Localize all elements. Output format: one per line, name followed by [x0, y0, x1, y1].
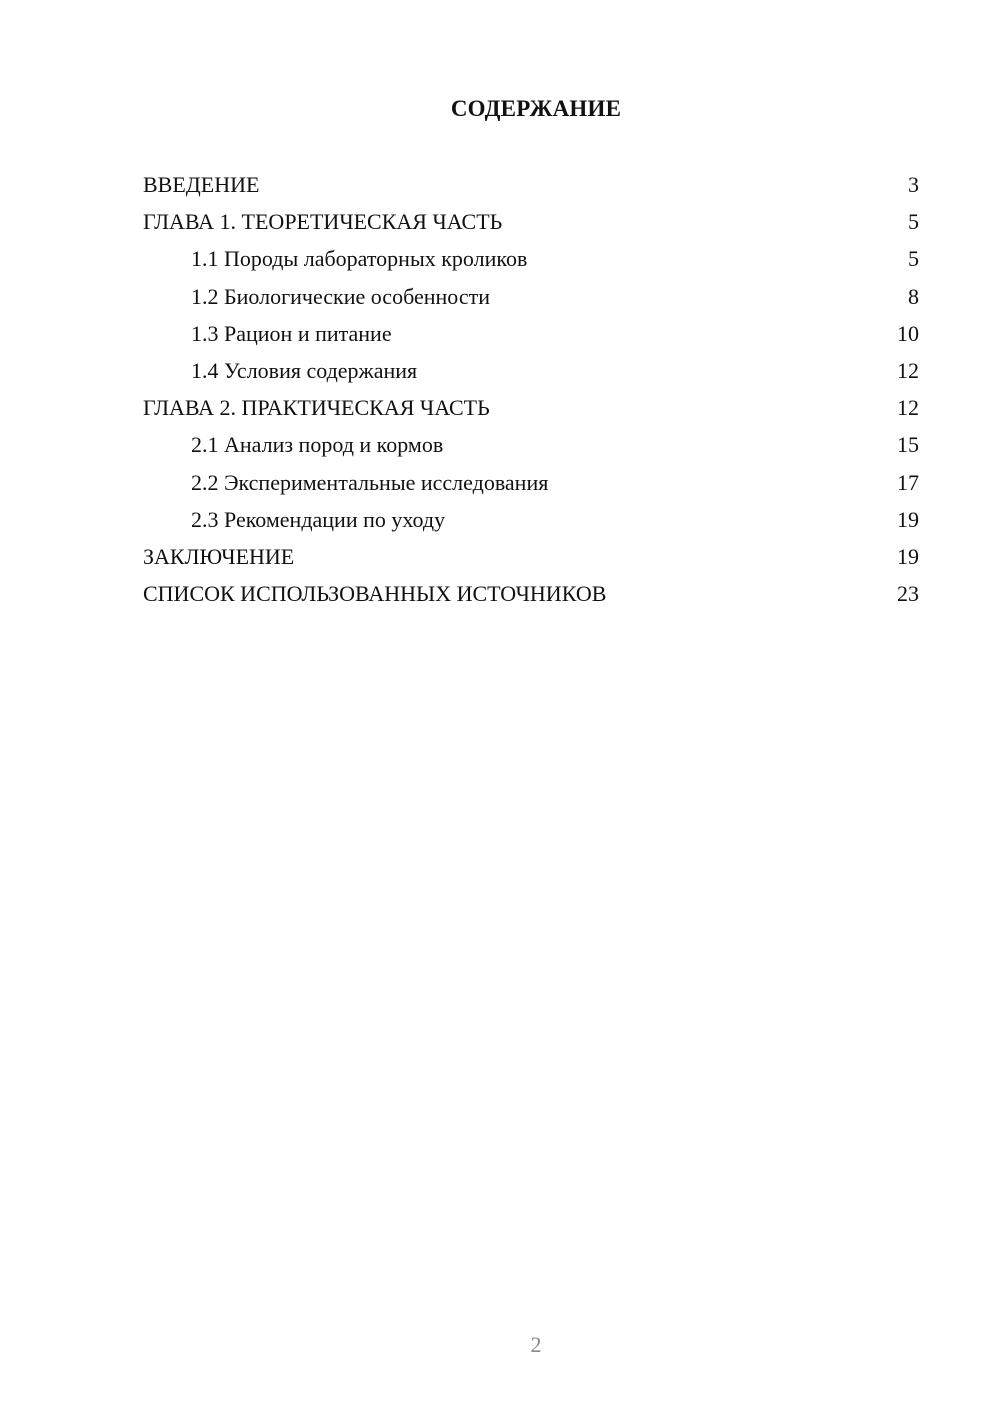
toc-entry-label: 1.1 Породы лабораторных кроликов — [191, 246, 528, 272]
toc-entry-label: СПИСОК ИСПОЛЬЗОВАННЫХ ИСТОЧНИКОВ — [143, 581, 607, 607]
toc-entry — [143, 278, 919, 315]
toc-entry-page: 19 — [897, 506, 919, 532]
toc-entry-page: 3 — [908, 172, 919, 197]
toc-entry — [143, 315, 919, 352]
toc-entry-label: 1.2 Биологические особенности — [191, 283, 490, 309]
toc-entry-page: 12 — [897, 395, 919, 421]
toc-entry-label: 2.3 Рекомендации по уходу — [191, 506, 446, 532]
toc-entry-label: ВВЕДЕНИЕ — [143, 172, 260, 197]
table-of-contents — [143, 166, 919, 612]
toc-entry-page: 15 — [897, 432, 919, 458]
toc-entry-label: 2.2 Экспериментальные исследования — [191, 469, 549, 495]
toc-entry-label: 1.4 Условия содержания — [191, 357, 418, 383]
toc-entry-label: ЗАКЛЮЧЕНИЕ — [143, 543, 295, 569]
toc-entry — [143, 426, 919, 463]
toc-title: СОДЕРЖАНИЕ — [450, 96, 622, 121]
toc-entry-page: 23 — [897, 581, 919, 607]
toc-entry-label: 2.1 Анализ пород и кормов — [191, 432, 444, 458]
toc-entry — [143, 575, 919, 612]
toc-entry-page: 17 — [897, 469, 919, 495]
page-number: 2 — [530, 1332, 542, 1357]
toc-entry-page: 8 — [908, 283, 919, 309]
toc-entry — [143, 240, 919, 277]
toc-entry — [143, 501, 919, 538]
toc-entry-page: 10 — [897, 320, 919, 346]
toc-entry-label: ГЛАВА 1. ТЕОРЕТИЧЕСКАЯ ЧАСТЬ — [143, 209, 503, 235]
toc-entry — [143, 464, 919, 501]
toc-entry — [143, 538, 919, 575]
toc-entry-page: 12 — [897, 357, 919, 383]
toc-entry — [143, 203, 919, 240]
toc-entry-label: ГЛАВА 2. ПРАКТИЧЕСКАЯ ЧАСТЬ — [143, 395, 490, 421]
toc-entry — [143, 352, 919, 389]
toc-entry — [143, 389, 919, 426]
toc-entry-page: 19 — [897, 543, 919, 569]
toc-entry — [143, 166, 919, 203]
toc-entry-page: 5 — [908, 209, 919, 235]
toc-entry-page: 5 — [908, 246, 919, 272]
toc-entry-label: 1.3 Рацион и питание — [191, 320, 392, 346]
